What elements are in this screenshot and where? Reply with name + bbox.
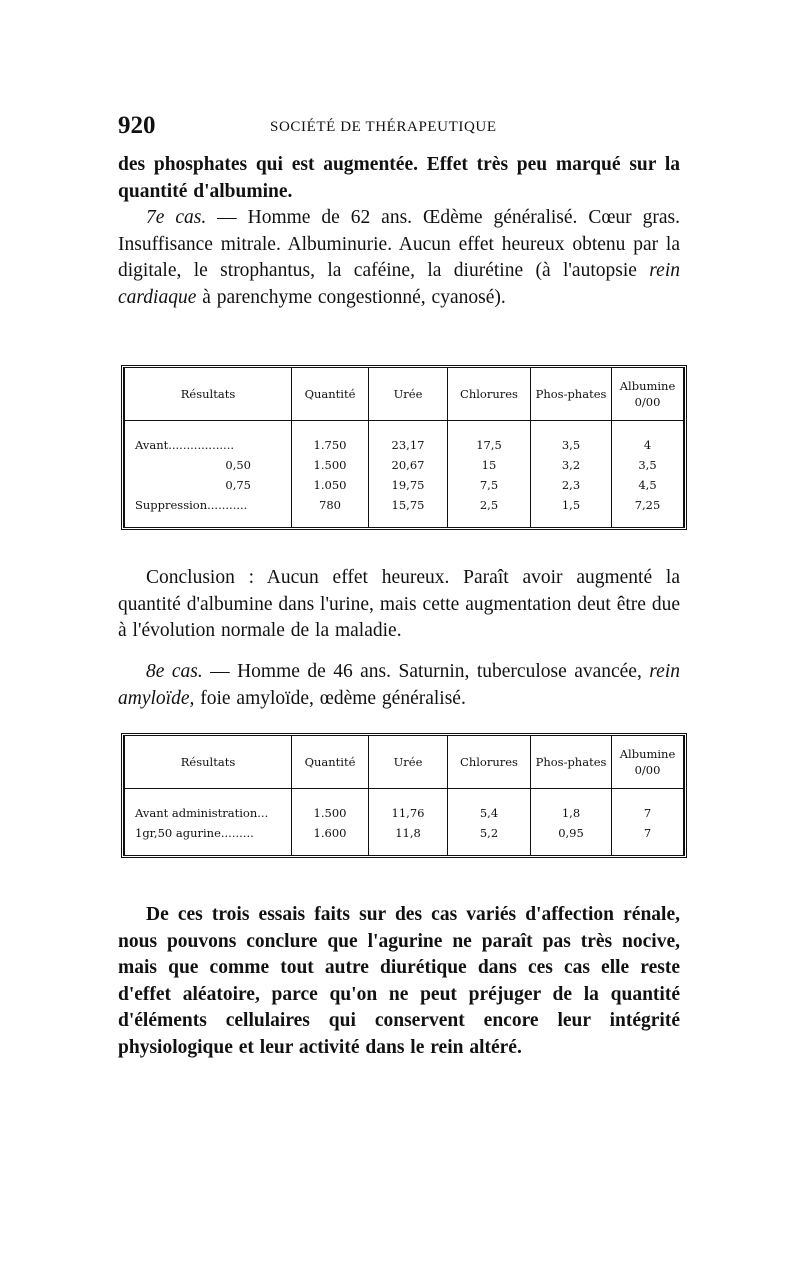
table-row <box>125 475 684 495</box>
col-header-albumine: Albumine 0/00 <box>612 368 684 421</box>
cell-phosphates: 3,5 <box>531 421 612 456</box>
cell-quantite: 1.600 <box>292 823 369 855</box>
cell-phosphates: 3,2 <box>531 455 612 475</box>
cell-albumine: 4 <box>612 421 684 456</box>
cell-uree: 23,17 <box>369 421 448 456</box>
col-header-phosphates: Phos-phates <box>531 736 612 789</box>
cell-chlorures: 17,5 <box>448 421 531 456</box>
results-table-case-8 <box>121 733 687 858</box>
paragraph-final-conclusion: De ces trois essais faits sur des cas variés d'affection rénale, nous pouvons conclure que l'agurine ne paraît pas très nocive, mais que comme tout autre diurétique dans ces cas elle reste d'effet aléatoire, parce qu'on ne peut préjuger de la quantité d'éléments cellulaires qui conservent encore leur intégrité physiologique et leur activité dans le rein altéré. <box>118 904 680 1058</box>
cell-phosphates: 0,95 <box>531 823 612 855</box>
cell-albumine: 7 <box>612 789 684 824</box>
col-header-albumine: Albumine 0/00 <box>612 736 684 789</box>
table-row <box>125 789 684 824</box>
cell-uree: 19,75 <box>369 475 448 495</box>
paragraph-conclusion: Conclusion : Aucun effet heureux. Paraît avoir augmenté la quantité d'albumine dans l'urine, mais cette augmentation deut être due à l'évolution normale de la maladie. <box>118 567 680 642</box>
col-header-quantite: Quantité <box>292 736 369 789</box>
paragraph-case-8 <box>118 659 680 712</box>
table-row <box>125 455 684 475</box>
cell-chlorures: 15 <box>448 455 531 475</box>
page-number: 920 <box>118 112 156 139</box>
cell-quantite: 1.500 <box>292 789 369 824</box>
table-row <box>125 823 684 855</box>
cell-uree: 11,8 <box>369 823 448 855</box>
cell-chlorures: 2,5 <box>448 495 531 527</box>
cell-quantite: 1.050 <box>292 475 369 495</box>
row-label: 1gr,50 agurine......... <box>125 823 292 855</box>
cell-quantite: 1.750 <box>292 421 369 456</box>
paragraph-case-7 <box>118 205 680 311</box>
cell-albumine: 3,5 <box>612 455 684 475</box>
table-case-8 <box>124 736 684 855</box>
case-7-label: 7e cas. <box>146 207 207 228</box>
case-7-text-b: à parenchyme congestionné, cyanosé). <box>196 286 506 308</box>
col-header-uree: Urée <box>369 736 448 789</box>
table-row <box>125 421 684 456</box>
row-label: Suppression........... <box>125 495 292 527</box>
cell-uree: 20,67 <box>369 455 448 475</box>
case-8-text-b: foie amyloïde, œdème généralisé. <box>194 687 466 709</box>
case-8-text-a: — Homme de 46 ans. Saturnin, tuberculose avancée, <box>202 661 650 682</box>
col-header-quantite: Quantité <box>292 368 369 421</box>
case-8-emphasis: rein amyloïde, <box>118 661 680 709</box>
running-head: SOCIÉTÉ DE THÉRAPEUTIQUE <box>270 119 497 135</box>
cell-phosphates: 1,5 <box>531 495 612 527</box>
col-header-phosphates: Phos-phates <box>531 368 612 421</box>
col-header-chlorures: Chlorures <box>448 736 531 789</box>
table-case-7 <box>124 368 684 527</box>
col-header-resultats: Résultats <box>125 368 292 421</box>
cell-phosphates: 1,8 <box>531 789 612 824</box>
cell-albumine: 7,25 <box>612 495 684 527</box>
cell-phosphates: 2,3 <box>531 475 612 495</box>
cell-albumine: 7 <box>612 823 684 855</box>
table-header-row <box>125 736 684 789</box>
cell-chlorures: 5,2 <box>448 823 531 855</box>
paragraph-phosphates: des phosphates qui est augmentée. Effet très peu marqué sur la quantité d'albumine. <box>118 154 680 202</box>
page-header <box>118 112 678 142</box>
case-8-label: 8e cas. <box>146 661 203 682</box>
col-header-chlorures: Chlorures <box>448 368 531 421</box>
case-7-emphasis: rein cardiaque <box>118 260 680 308</box>
results-table-case-7 <box>121 365 687 530</box>
cell-chlorures: 5,4 <box>448 789 531 824</box>
case-7-text-a: — Homme de 62 ans. Œdème généralisé. Cœur gras. Insuffisance mitrale. Albuminurie. Aucun effet heureux obtenu par la digitale, le strophantus, la caféine, la diurétine (à l'autopsie <box>118 207 680 282</box>
row-label: 0,50 <box>125 455 292 475</box>
cell-quantite: 780 <box>292 495 369 527</box>
col-header-resultats: Résultats <box>125 736 292 789</box>
cell-quantite: 1.500 <box>292 455 369 475</box>
row-label: 0,75 <box>125 475 292 495</box>
table-header-row <box>125 368 684 421</box>
row-label: Avant administration... <box>125 789 292 824</box>
col-header-uree: Urée <box>369 368 448 421</box>
cell-uree: 11,76 <box>369 789 448 824</box>
cell-albumine: 4,5 <box>612 475 684 495</box>
table-row <box>125 495 684 527</box>
row-label: Avant.................. <box>125 421 292 456</box>
cell-uree: 15,75 <box>369 495 448 527</box>
cell-chlorures: 7,5 <box>448 475 531 495</box>
